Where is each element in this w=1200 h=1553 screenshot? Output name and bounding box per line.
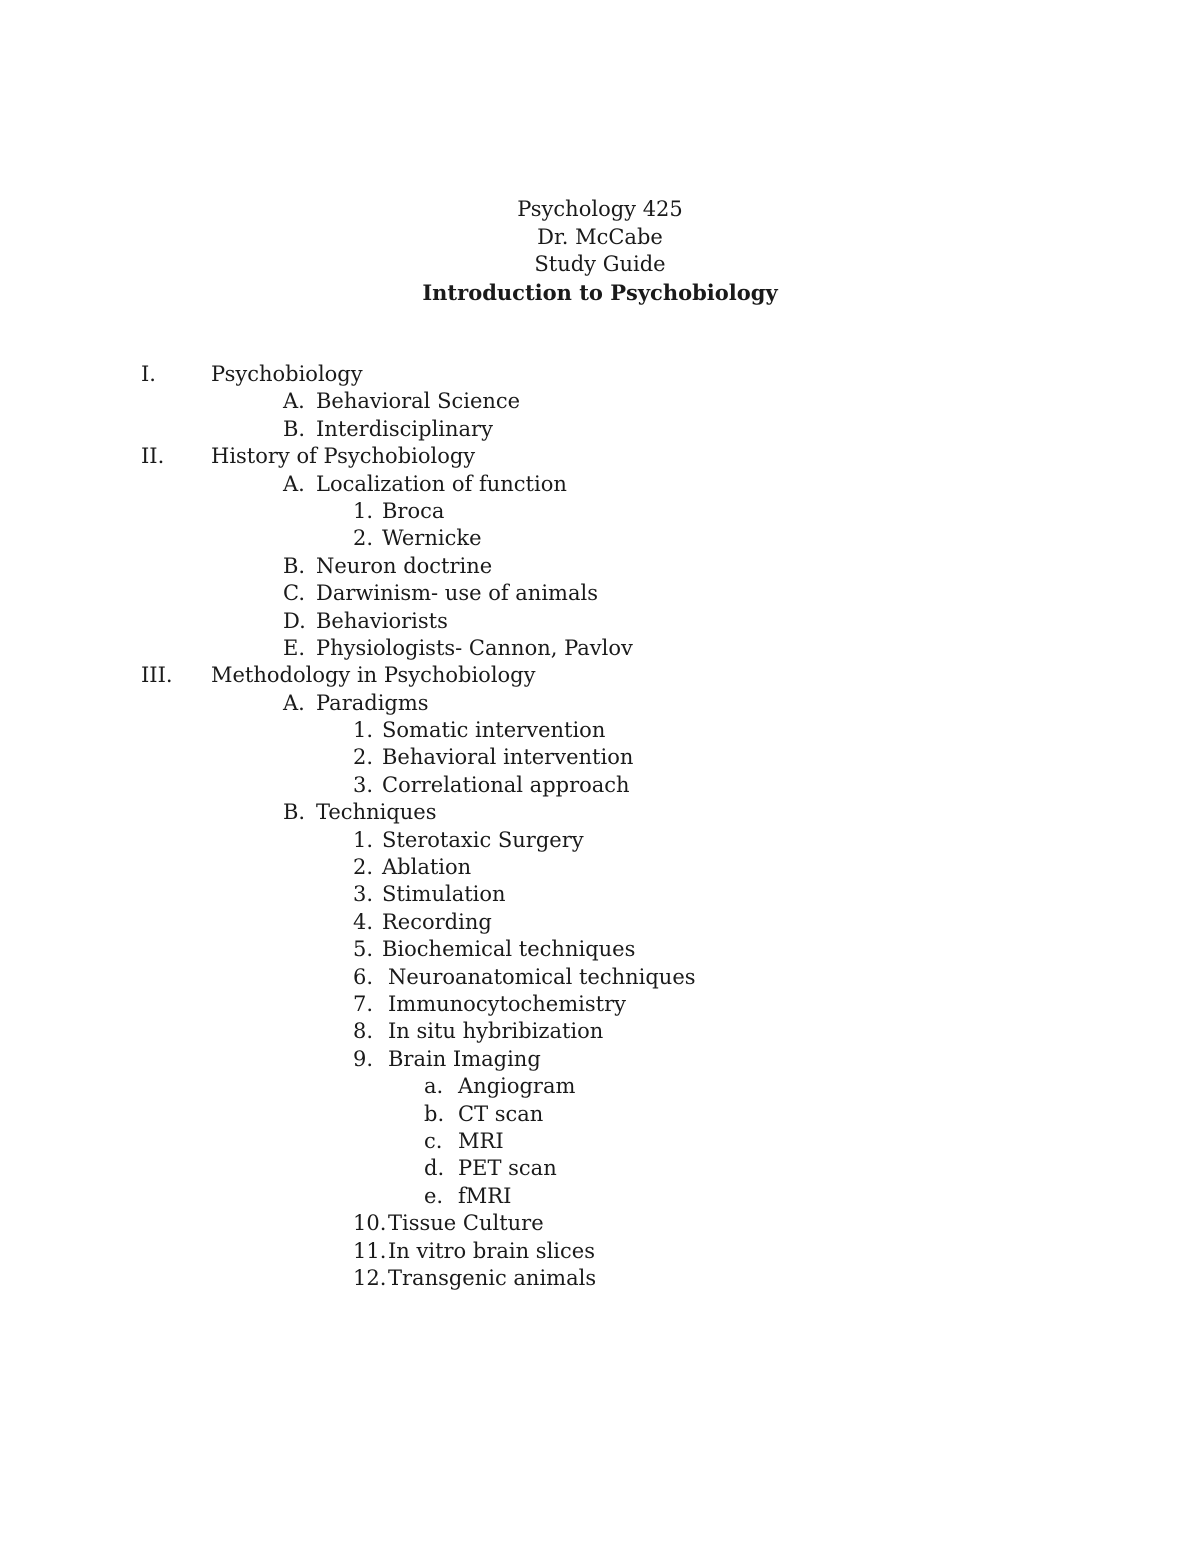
outline-text: Psychobiology (211, 362, 363, 386)
outline-item-level-3 (0, 772, 1200, 799)
outline-text: In situ hybribization (388, 1019, 604, 1044)
outline-item-level-3 (0, 827, 1200, 854)
outline-marker: 1. (353, 827, 374, 852)
outline-item-level-3 (0, 854, 1200, 881)
outline-marker: A. (283, 389, 305, 414)
outline-marker: 12. (353, 1265, 387, 1290)
outline-marker: 4. (353, 909, 374, 934)
outline-text: Darwinism- use of animals (316, 581, 598, 606)
outline-text: Sterotaxic Surgery (382, 827, 584, 852)
outline-text: Techniques (316, 800, 437, 825)
outline-marker: B. (283, 416, 306, 441)
outline-text: Somatic intervention (382, 718, 606, 743)
outline-marker: A. (283, 471, 305, 496)
outline-text: Paradigms (316, 690, 429, 715)
outline-item-level-4 (0, 1155, 1200, 1182)
outline-marker: e. (424, 1183, 444, 1208)
outline-text: Tissue Culture (388, 1211, 544, 1236)
outline-item-level-3 (0, 1238, 1200, 1265)
outline-marker: D. (283, 608, 306, 633)
outline-text: Behavioral Science (316, 389, 521, 414)
document-title: Introduction to Psychobiology (422, 279, 778, 305)
outline-text: Neuroanatomical techniques (388, 964, 696, 989)
outline-item-level-4 (0, 1101, 1200, 1128)
outline-marker: 3. (353, 882, 374, 907)
outline-text: CT scan (458, 1101, 544, 1126)
outline-item-level-2 (0, 799, 1200, 826)
outline-item-level-1 (0, 662, 1200, 689)
outline-text: In vitro brain slices (388, 1238, 595, 1263)
course-name: Psychology 425 (517, 197, 683, 221)
outline-item-level-3 (0, 881, 1200, 908)
outline-text: Wernicke (382, 526, 482, 551)
outline-marker: B. (283, 553, 306, 578)
outline-item-level-2 (0, 471, 1200, 498)
outline-item-level-4 (0, 1183, 1200, 1210)
outline-text: Localization of function (316, 471, 567, 496)
outline-item-level-3 (0, 936, 1200, 963)
outline-marker: c. (424, 1128, 443, 1153)
outline-item-level-3 (0, 744, 1200, 771)
outline-text: Broca (382, 498, 445, 523)
outline-item-level-1 (0, 361, 1200, 388)
outline-text: Methodology in Psychobiology (211, 663, 536, 688)
outline-marker: 8. (353, 1019, 374, 1044)
outline-item-level-4 (0, 1128, 1200, 1155)
outline-text: Correlational approach (382, 772, 630, 797)
outline-text: fMRI (458, 1183, 512, 1208)
outline-item-level-3 (0, 1018, 1200, 1045)
outline-text: Stimulation (382, 882, 506, 907)
outline-marker: A. (283, 690, 305, 715)
outline-marker: 3. (353, 772, 374, 797)
outline-item-level-3 (0, 498, 1200, 525)
outline-text: PET scan (458, 1156, 557, 1181)
outline-text: Ablation (382, 855, 472, 880)
outline-item-level-1 (0, 443, 1200, 470)
outline-item-level-3 (0, 964, 1200, 991)
document-type: Study Guide (534, 252, 666, 276)
outline-item-level-2 (0, 388, 1200, 415)
outline-item-level-3 (0, 1046, 1200, 1073)
outline-marker: II. (141, 444, 165, 469)
outline-text: Interdisciplinary (316, 416, 493, 441)
outline-item-level-3 (0, 525, 1200, 552)
outline-item-level-2 (0, 580, 1200, 607)
outline-marker: 9. (353, 1046, 374, 1071)
outline-text: Biochemical techniques (382, 937, 636, 962)
outline-item-level-2 (0, 553, 1200, 580)
outline-marker: d. (424, 1156, 445, 1181)
outline-marker: 11. (353, 1238, 387, 1263)
outline-item-level-3 (0, 909, 1200, 936)
outline-marker: a. (424, 1074, 444, 1099)
outline-text: MRI (458, 1128, 504, 1153)
outline-marker: 2. (353, 526, 374, 551)
outline-marker: b. (424, 1101, 445, 1126)
outline-text: Immunocytochemistry (388, 991, 626, 1016)
outline-item-level-3 (0, 1210, 1200, 1237)
outline-item-level-4 (0, 1073, 1200, 1100)
outline-marker: 1. (353, 718, 374, 743)
instructor-name: Dr. McCabe (537, 224, 663, 249)
outline-text: Behavioral intervention (382, 745, 634, 770)
outline-marker: C. (283, 581, 305, 606)
outline-marker: 2. (353, 855, 374, 880)
outline-item-level-2 (0, 608, 1200, 635)
outline-marker: 10. (353, 1211, 387, 1236)
outline-text: Transgenic animals (388, 1265, 597, 1290)
study-outline (0, 361, 1200, 1292)
outline-text: Behaviorists (316, 608, 448, 633)
outline-marker: 1. (353, 498, 374, 523)
outline-item-level-2 (0, 690, 1200, 717)
outline-text: Recording (382, 909, 492, 934)
outline-text: Neuron doctrine (316, 553, 493, 578)
outline-marker: I. (141, 362, 156, 386)
outline-marker: 2. (353, 745, 374, 770)
outline-item-level-3 (0, 1265, 1200, 1292)
outline-marker: 7. (353, 991, 374, 1016)
outline-text: Physiologists- Cannon, Pavlov (316, 635, 633, 660)
outline-marker: 5. (353, 937, 374, 962)
outline-item-level-2 (0, 635, 1200, 662)
outline-item-level-3 (0, 991, 1200, 1018)
document-header (0, 196, 1200, 306)
outline-text: Brain Imaging (388, 1046, 541, 1071)
outline-marker: E. (283, 635, 306, 660)
outline-text: History of Psychobiology (211, 444, 476, 469)
outline-marker: III. (141, 663, 173, 688)
outline-marker: 6. (353, 964, 374, 989)
outline-item-level-3 (0, 717, 1200, 744)
outline-marker: B. (283, 800, 306, 825)
outline-item-level-2 (0, 416, 1200, 443)
outline-text: Angiogram (458, 1074, 576, 1099)
